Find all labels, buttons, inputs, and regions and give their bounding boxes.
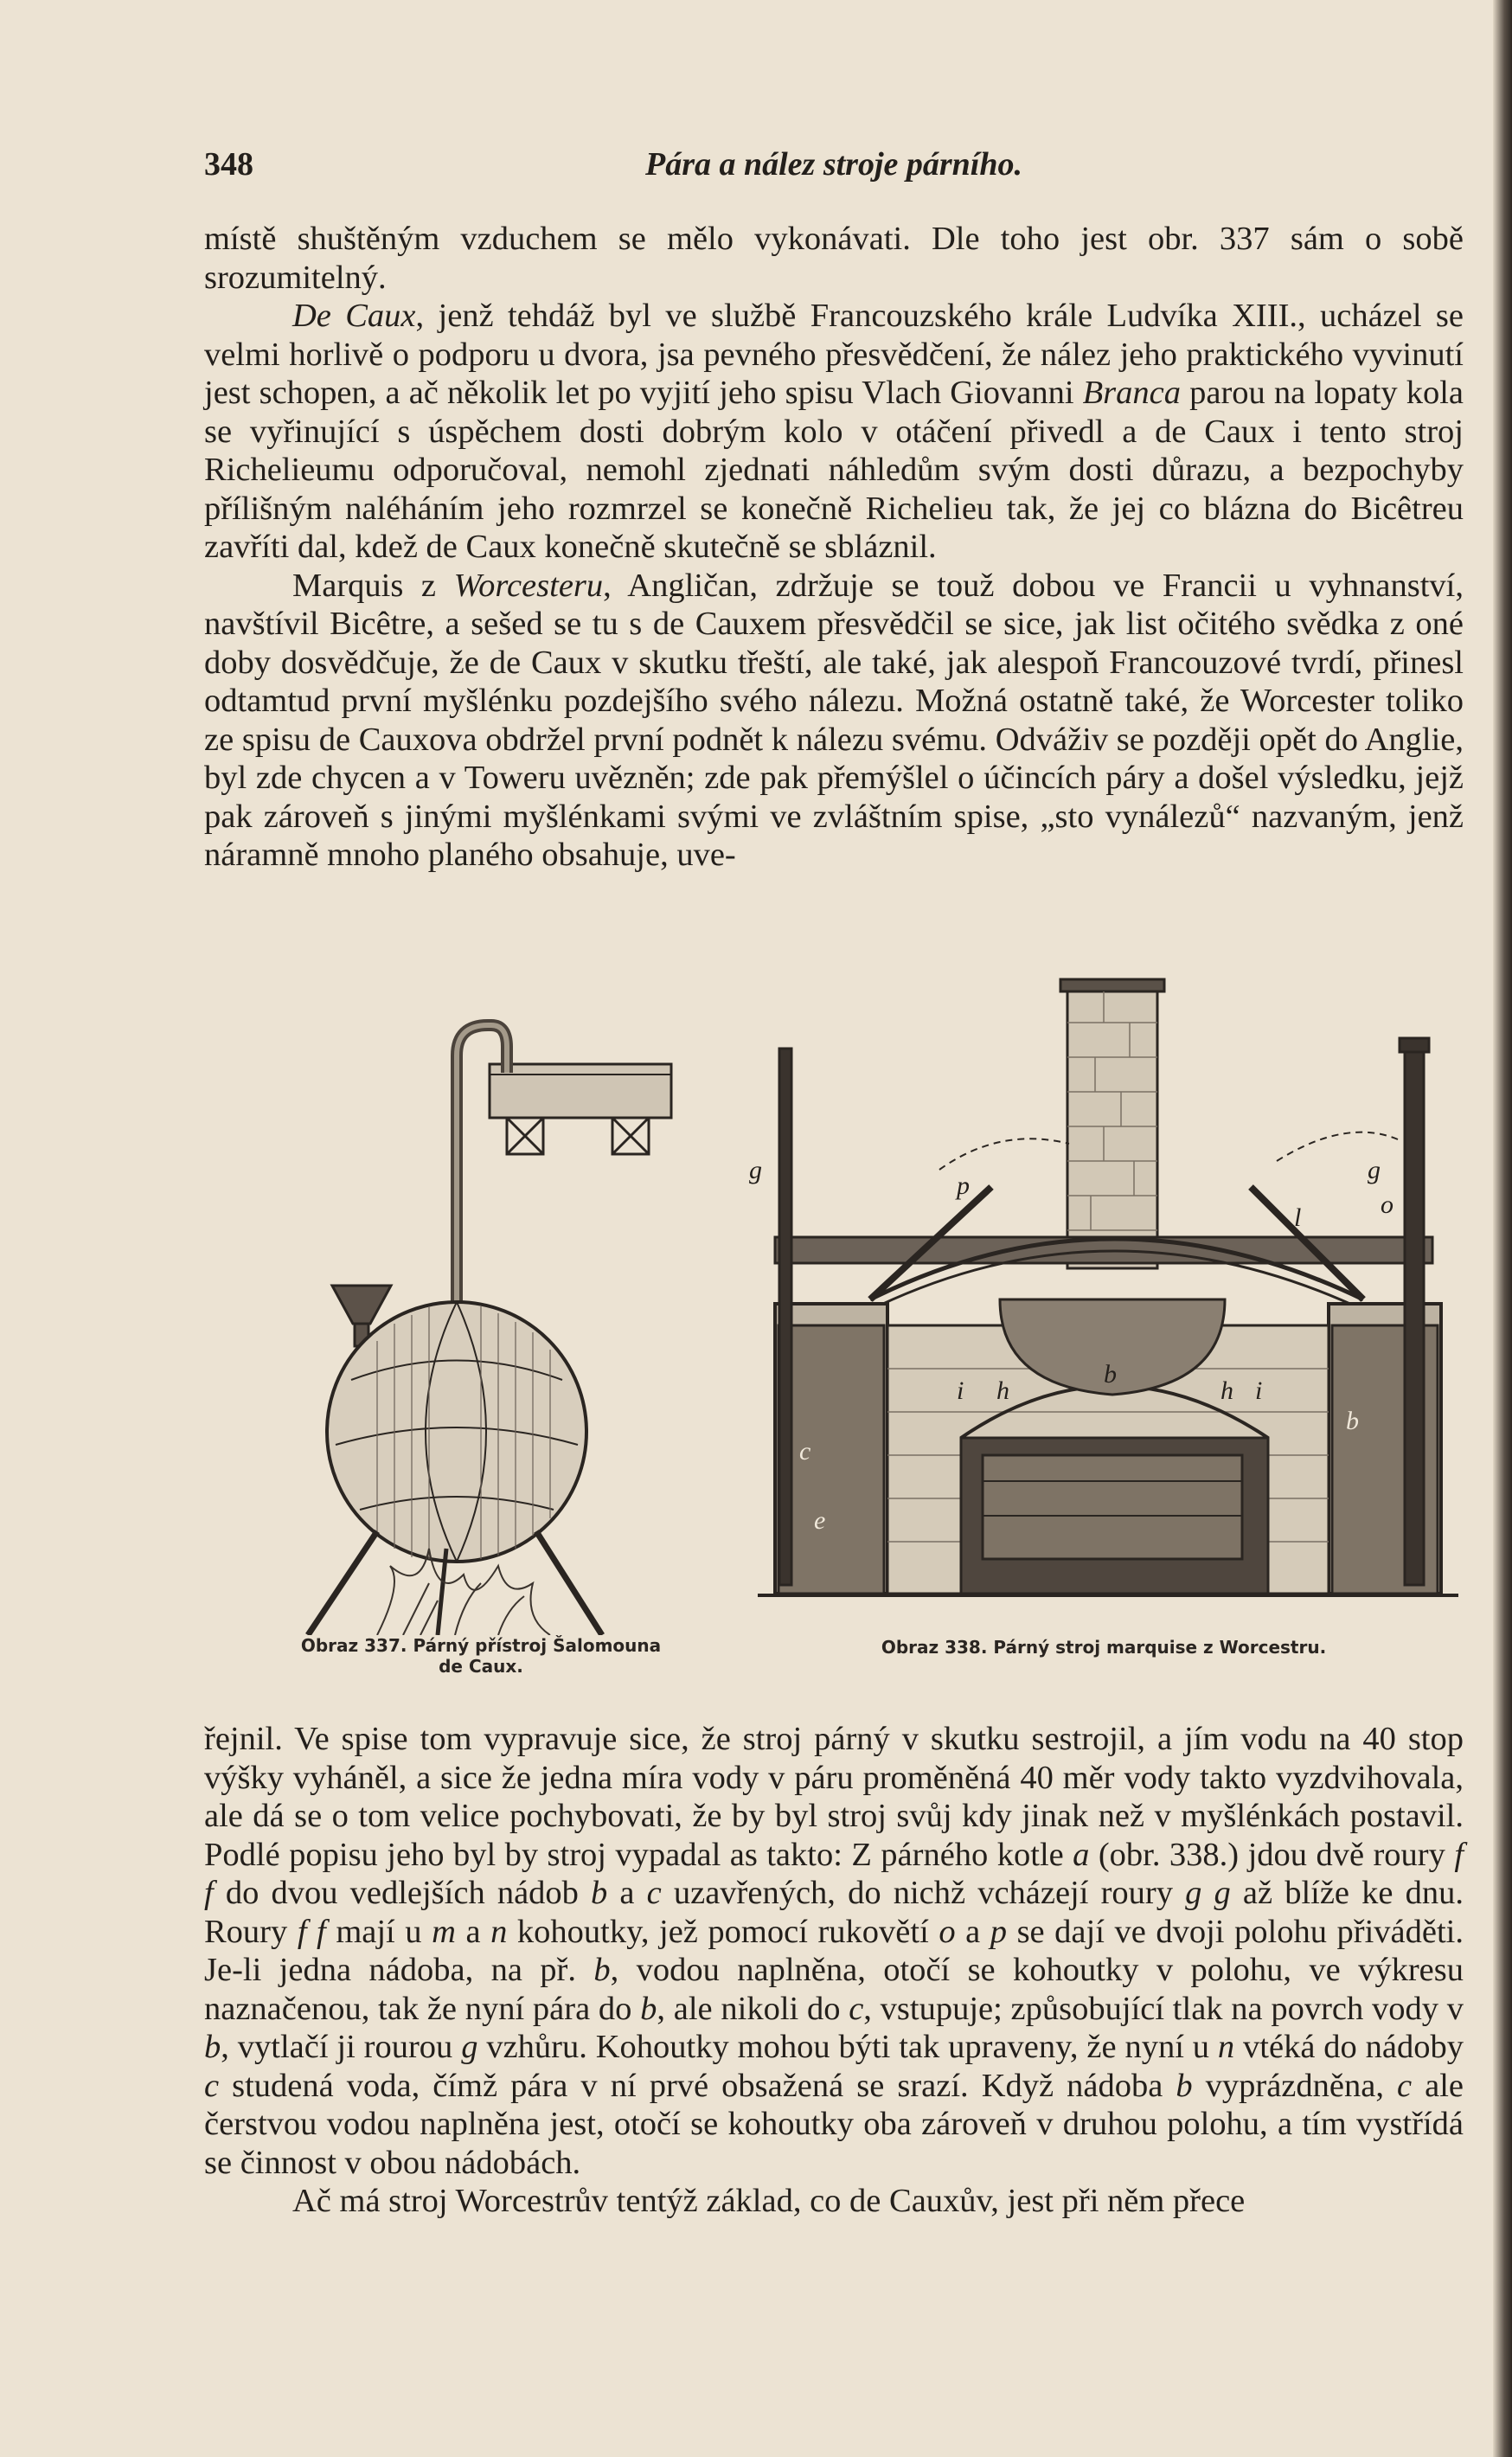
label-p: p xyxy=(957,1171,970,1200)
figure-area xyxy=(204,978,1464,1687)
figure-337-caption: Obraz 337. Párný přístroj Šalomouna de Caux. xyxy=(300,1635,662,1677)
paragraph-2: De Caux, jenž tehdáž byl ve službě Francouzského krále Ludvíka XIII., ucházel se velmi horlivě o podporu u dvora, jsa pevného přesvědčení, že nález jeho praktického vyvinutí jest schopen, a ač několik let po vyjití jeho spisu Vlach Giovanni Branca parou na lopaty kola se vyřinující s úspěchem dosti dobrým kolo v otáčení přivedl a de Caux i tento stroj Richelieumu odporučoval, nemohl zjednati náhledům svým dosti důrazu, a bezpochyby přílišným naléháním jeho rozmrzel se konečně Richelieu tak, že jej co blázna do Bicêtreu zavříti dal, kdež de Caux konečně skutečně se sbláznil. xyxy=(204,298,1464,565)
running-title: Pára a nález stroje párního. xyxy=(644,146,1023,183)
label-o: o xyxy=(1381,1190,1393,1219)
name-de-caux: De Caux xyxy=(292,298,416,334)
text-block-top xyxy=(204,220,1464,875)
label-b-center: b xyxy=(1104,1360,1117,1389)
paragraph-5: Ač má stroj Worcestrův tentýž základ, co de Cauxův, jest při něm přece xyxy=(292,2183,1246,2219)
figure-337-illustration xyxy=(204,978,723,1635)
name-worcester: Worcesteru xyxy=(453,567,604,604)
label-l: l xyxy=(1294,1203,1302,1232)
paragraph-1: místě shuštěným vzduchem se mělo vykonávati. Dle toho jest obr. 337 sám o sobě srozumitelný. xyxy=(204,221,1464,296)
label-i-left: i xyxy=(957,1376,964,1405)
label-b-right: b xyxy=(1346,1407,1359,1435)
label-c: c xyxy=(799,1437,811,1466)
page-number: 348 xyxy=(204,146,253,183)
paragraph-3: Marquis z Worcesteru, Angličan, zdržuje se touž dobou ve Francii u vyhnanství, navštívil Bicêtre, a sešed se tu s de Cauxem přesvědčil se sice, jak list očitého svědka z oné doby dosvědčuje, že de Caux v skutku třeští, ale také, jak alespoň Francouzové tvrdí, přinesl odtamtud první myšlénku pozdejšího svého nálezu. Možná ostatně také, že Worcester toliko ze spisu de Cauxova obdržel první podnět k nálezu svému. Odváživ se později opět do Anglie, byl zde chycen a v Toweru uvězněn; zde pak přemýšlel o účincích páry a došel výsledku, jejž pak zároveň s jinými myšlénkami svými ve zvláštním spise, „sto vynálezů“ nazvaným, jenž náramně mnoho planého obsahuje, uve- xyxy=(204,567,1464,873)
label-h-left: h xyxy=(996,1376,1009,1405)
page-edge-shadow xyxy=(1493,0,1512,2457)
label-h-right: h xyxy=(1220,1376,1233,1405)
page-header xyxy=(204,145,1464,189)
paragraph-4: řejnil. Ve spise tom vypravuje sice, že stroj párný v skutku sestrojil, a jím vodu na 40 stop výšky vyháněl, a sice že jedna míra vody v páru proměněná 40 měr vody takto vyzdvihovala, ale dá se o tom velice pochybovati, že by byl stroj svůj kdy jinak než v myšlénkách postavil. Podlé popisu jeho byl by stroj vypadal as takto: Z párného kotle a (obr. 338.) jdou dvě roury f f do dvou vedlejších nádob b a c uzavřených, do nichž vcházejí roury g g až blíže ke dnu. Roury f f mají u m a n kohoutky, jež pomocí rukovětí o a p se dají ve dvoji polohu přiváděti. Je-li jedna nádoba, na př. b, vodou naplněna, otočí se kohoutky v polohu, ve výkresu naznačenou, tak že nyní pára do b, ale nikoli do c, vstupuje; způsobující tlak na povrch vody v b, vytlačí ji rourou g vzhůru. Kohoutky mohou býti tak upraveny, že nyní u n vtéká do nádoby c studená voda, čímž pára v ní prvé obsažená se srazí. Když nádoba b vyprázdněna, c ale čerstvou vodou naplněna jest, otočí se kohoutky oba zároveň v druhou polohu, a tím vystřídá se činnost v obou nádobách. xyxy=(204,1721,1464,2181)
text-block-bottom xyxy=(204,1720,1464,2221)
figure-338-illustration xyxy=(740,962,1467,1620)
label-i-right: i xyxy=(1255,1376,1263,1405)
label-g-right: g xyxy=(1368,1156,1381,1184)
name-branca: Branca xyxy=(1082,375,1181,411)
label-e: e xyxy=(814,1506,826,1535)
label-g-left: g xyxy=(749,1156,762,1184)
figure-338-caption: Obraz 338. Párný stroj marquise z Worcestru. xyxy=(881,1637,1327,1658)
